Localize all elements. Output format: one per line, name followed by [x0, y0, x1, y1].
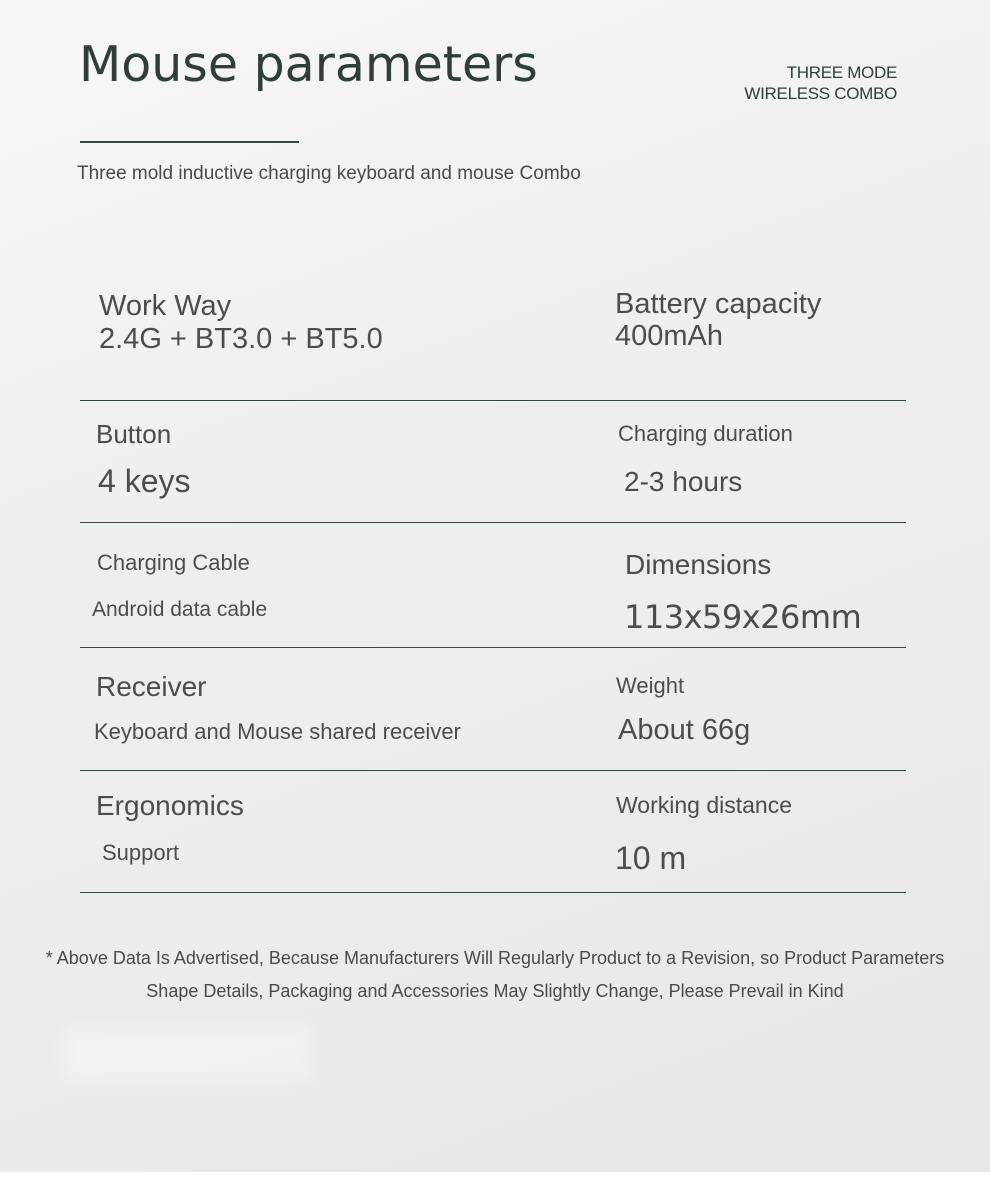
receiver-value: Keyboard and Mouse shared receiver [94, 719, 461, 744]
weight-label: Weight [616, 673, 685, 698]
page-subtitle: Three mold inductive charging keyboard and mouse Combo [77, 163, 581, 184]
charging-duration-label: Charging duration [618, 421, 793, 446]
dimensions-value: 113x59x26mm [624, 598, 862, 636]
receiver-label: Receiver [96, 671, 207, 702]
working-distance-label: Working distance [616, 792, 792, 818]
row-divider [80, 647, 906, 648]
charging-duration-value: 2-3 hours [624, 466, 743, 497]
row-divider [80, 522, 906, 523]
work-way-label: Work Way [99, 290, 232, 322]
button-label: Button [96, 419, 172, 449]
disclaimer-line-1: * Above Data Is Advertised, Because Manufacturers Will Regularly Product to a Revision, so Product Parameters [45, 948, 945, 968]
row-divider [80, 770, 906, 771]
dimensions-label: Dimensions [625, 549, 772, 580]
ergonomics-label: Ergonomics [96, 790, 244, 821]
battery-capacity-value: 400mAh [615, 320, 724, 352]
page-title: Mouse parameters [79, 36, 538, 93]
row-divider [80, 892, 906, 893]
disclaimer-line-2: Shape Details, Packaging and Accessories May Slightly Change, Please Prevail in Kind [146, 981, 844, 1001]
ergonomics-value: Support [102, 840, 180, 865]
background-highlight [62, 1026, 312, 1082]
button-value: 4 keys [98, 463, 191, 499]
mode-line-1: THREE MODE [786, 63, 897, 82]
charging-cable-value: Android data cable [92, 598, 268, 621]
disclaimer [0, 942, 990, 1008]
work-way-value: 2.4G + BT3.0 + BT5.0 [99, 323, 383, 355]
mode-line-2: WIRELESS COMBO [744, 84, 897, 103]
row-divider [80, 400, 906, 401]
working-distance-value: 10 m [615, 840, 687, 876]
battery-capacity-label: Battery capacity [615, 288, 822, 320]
weight-value: About 66g [618, 714, 751, 746]
charging-cable-label: Charging Cable [97, 550, 250, 575]
